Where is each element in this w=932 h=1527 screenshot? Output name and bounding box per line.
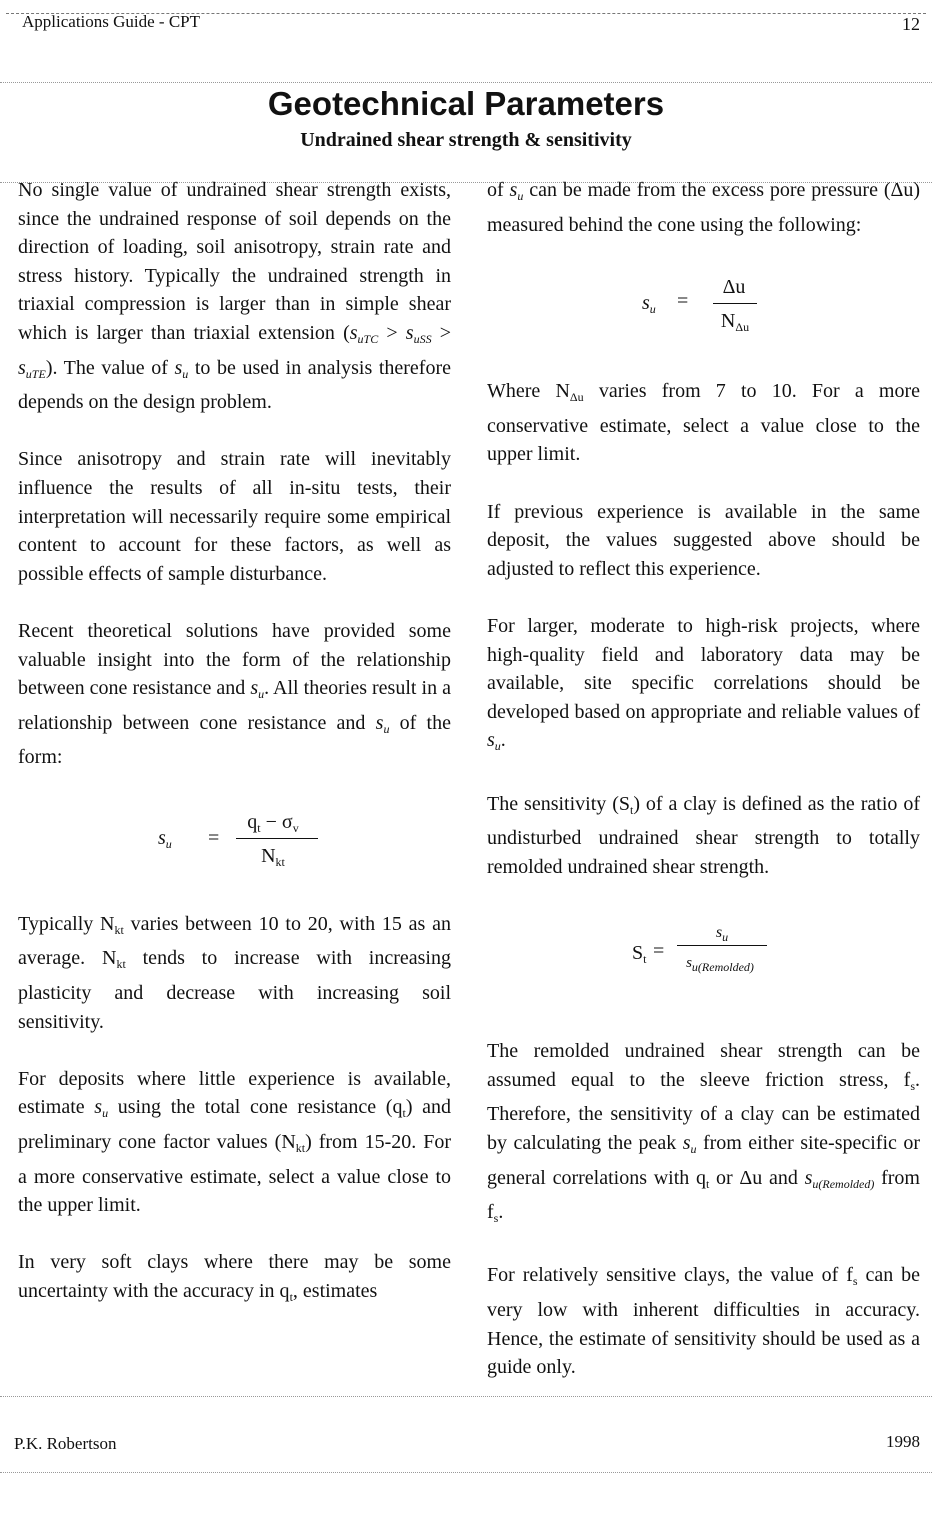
header-divider (0, 82, 932, 83)
footer-divider (0, 1396, 932, 1397)
paragraph-theory: Recent theoretical solutions have provided some valuable insight into the form of the relationship between cone resistance and $s_u$. All theories result in a relationship between cone resistance and $s_u$ of the form: (18, 619, 451, 769)
equation-cone-resistance: $s_u$ = $q_t - \sigma_v$ $N_{kt}$ (18, 772, 451, 910)
paragraph-pore-pressure: of $s_u$ can be made from the excess pore pressure (Δu) measured behind the cone using the following: (487, 179, 920, 236)
paragraph-anisotropy: Since anisotropy and strain rate will inevitably influence the results of all in-situ tests, their interpretation will necessarily require some empirical content to account for these factors, as well as possible effects of sample disturbance. (18, 448, 451, 585)
paragraph-site-specific: For larger, moderate to high-risk projects, where high-quality field and laboratory data may be available, site specific correlations should be developed based on appropriate and reliable values of $s_u$. (487, 614, 920, 754)
equation-sensitivity: $S_t$ = $s_u$ $s_{u(Remolded)}$ (487, 881, 920, 1037)
paragraph-sensitivity-definition: The sensitivity $(S_t)$ of a clay is defined as the ratio of undisturbed undrained shear strength to totally remolded undrained shear strength. (487, 792, 920, 878)
page-subtitle: Undrained shear strength & sensitivity (300, 129, 632, 151)
paragraph-estimate: For deposits where little experience is available, estimate $s_u$ using the total cone resistance $(q_t)$ and preliminary cone factor values $(N_{kt})$ from 15-20. For a more conservative estimate, select a value close to the upper limit. (18, 1067, 451, 1217)
right-column (487, 176, 920, 1382)
page-title: Geotechnical Parameters (267, 85, 665, 122)
paragraph-nkt-range: Typically $N_{kt}$ varies between 10 to 20, with 15 as an average. $N_{kt}$ tends to increase with increasing plasticity and decrease with increasing soil sensitivity. (18, 912, 451, 1033)
paragraph-remolded-strength: The remolded undrained shear strength can be assumed equal to the sleeve friction stress, $f_s$. Therefore, the sensitivity of a clay can be estimated by calculating the peak $s_u$ from either site-specific or general correlations with $q_t$ or Δu and $s_{u(Remolded)}$ from $f_s$. (487, 1040, 920, 1226)
paragraph-soft-clays: In very soft clays where there may be some uncertainty with the accuracy in $q_t$, estimates (18, 1251, 451, 1304)
paragraph-ndu-range: Where $N_{\Delta u}$ varies from 7 to 10. For a more conservative estimate, select a value close to the upper limit. (487, 380, 920, 466)
equation-pore-pressure: $s_u$ = Δu $N_{\Delta u}$ (487, 239, 920, 377)
paragraph-previous-experience: If previous experience is available in the same deposit, the values suggested above should be adjusted to reflect this experience. (487, 500, 920, 580)
paragraph-undrained-intro: No single value of undrained shear strength exists, since the undrained response of soil depends on the direction of loading, soil anisotropy, strain rate and stress history. Typically the undrained strength in triaxial compression is larger than in simple shear which is larger than triaxial extension $(s_{uTC} > s_{uSS} > s_{uTE})$. The value of $s_u$ to be used in analysis therefore depends on the design problem. (18, 179, 452, 414)
left-column (18, 176, 451, 1312)
page-number: 12 (902, 14, 920, 34)
paragraph-sensitive-clays: For relatively sensitive clays, the value of $f_s$ can be very low with inherent difficulties in accuracy. Hence, the estimate of sensitivity should be used as a guide only. (487, 1264, 920, 1379)
footer-author: P.K. Robertson (14, 1434, 117, 1453)
bottom-rule (0, 1472, 932, 1473)
footer-year: 1998 (886, 1432, 920, 1451)
running-header: Applications Guide - CPT (22, 12, 201, 31)
